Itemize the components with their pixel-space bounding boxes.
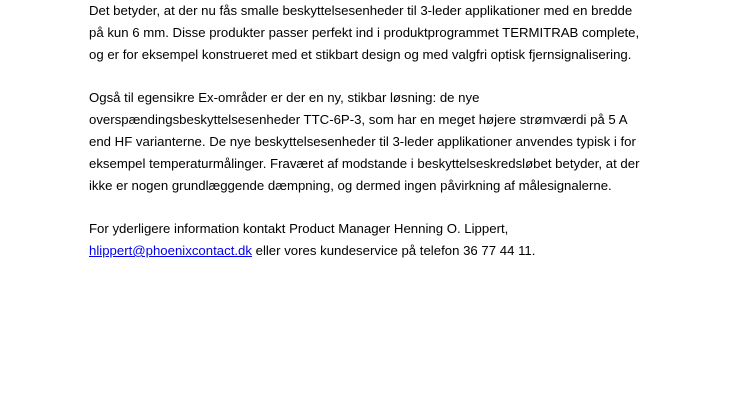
contact-line-1: For yderligere information kontakt Product Manager Henning O. Lippert, (89, 221, 509, 236)
contact-line-2-rest: eller vores kundeservice på telefon 36 77 44 11. (251, 243, 536, 258)
paragraph1-line-3: og er for eksempel konstrueret med et stikbart design og med valgfri optisk fjernsignalisering. (89, 47, 632, 62)
paragraph2-line-4: eksempel temperaturmålinger. Fraværet af modstande i beskyttelseskredsløbet betyder, at der (89, 156, 640, 171)
paragraph2-line-3: end HF varianterne. De nye beskyttelsesenheder til 3-leder applikationer anvendes typisk i for (89, 134, 636, 149)
email-link[interactable]: hlippert@phoenixcontact.dk (89, 243, 252, 258)
paragraph1-line-1: Det betyder, at der nu fås smalle beskyttelsesenheder til 3-leder applikationer med en bredde (89, 3, 633, 18)
paragraph2-line-2: overspændingsbeskyttelsesenheder TTC-6P-3, som har en meget højere strømværdi på 5 A (89, 112, 628, 127)
contact-line-2 (89, 243, 535, 259)
paragraph2-line-1: Også til egensikre Ex-områder er der en ny, stikbar løsning: de nye (89, 90, 480, 105)
paragraph2-line-5: ikke er nogen grundlæggende dæmpning, og dermed ingen påvirkning af målesignalerne. (89, 178, 612, 193)
paragraph1-line-2: på kun 6 mm. Disse produkter passer perfekt ind i produktprogrammet TERMITRAB complete, (89, 25, 640, 40)
